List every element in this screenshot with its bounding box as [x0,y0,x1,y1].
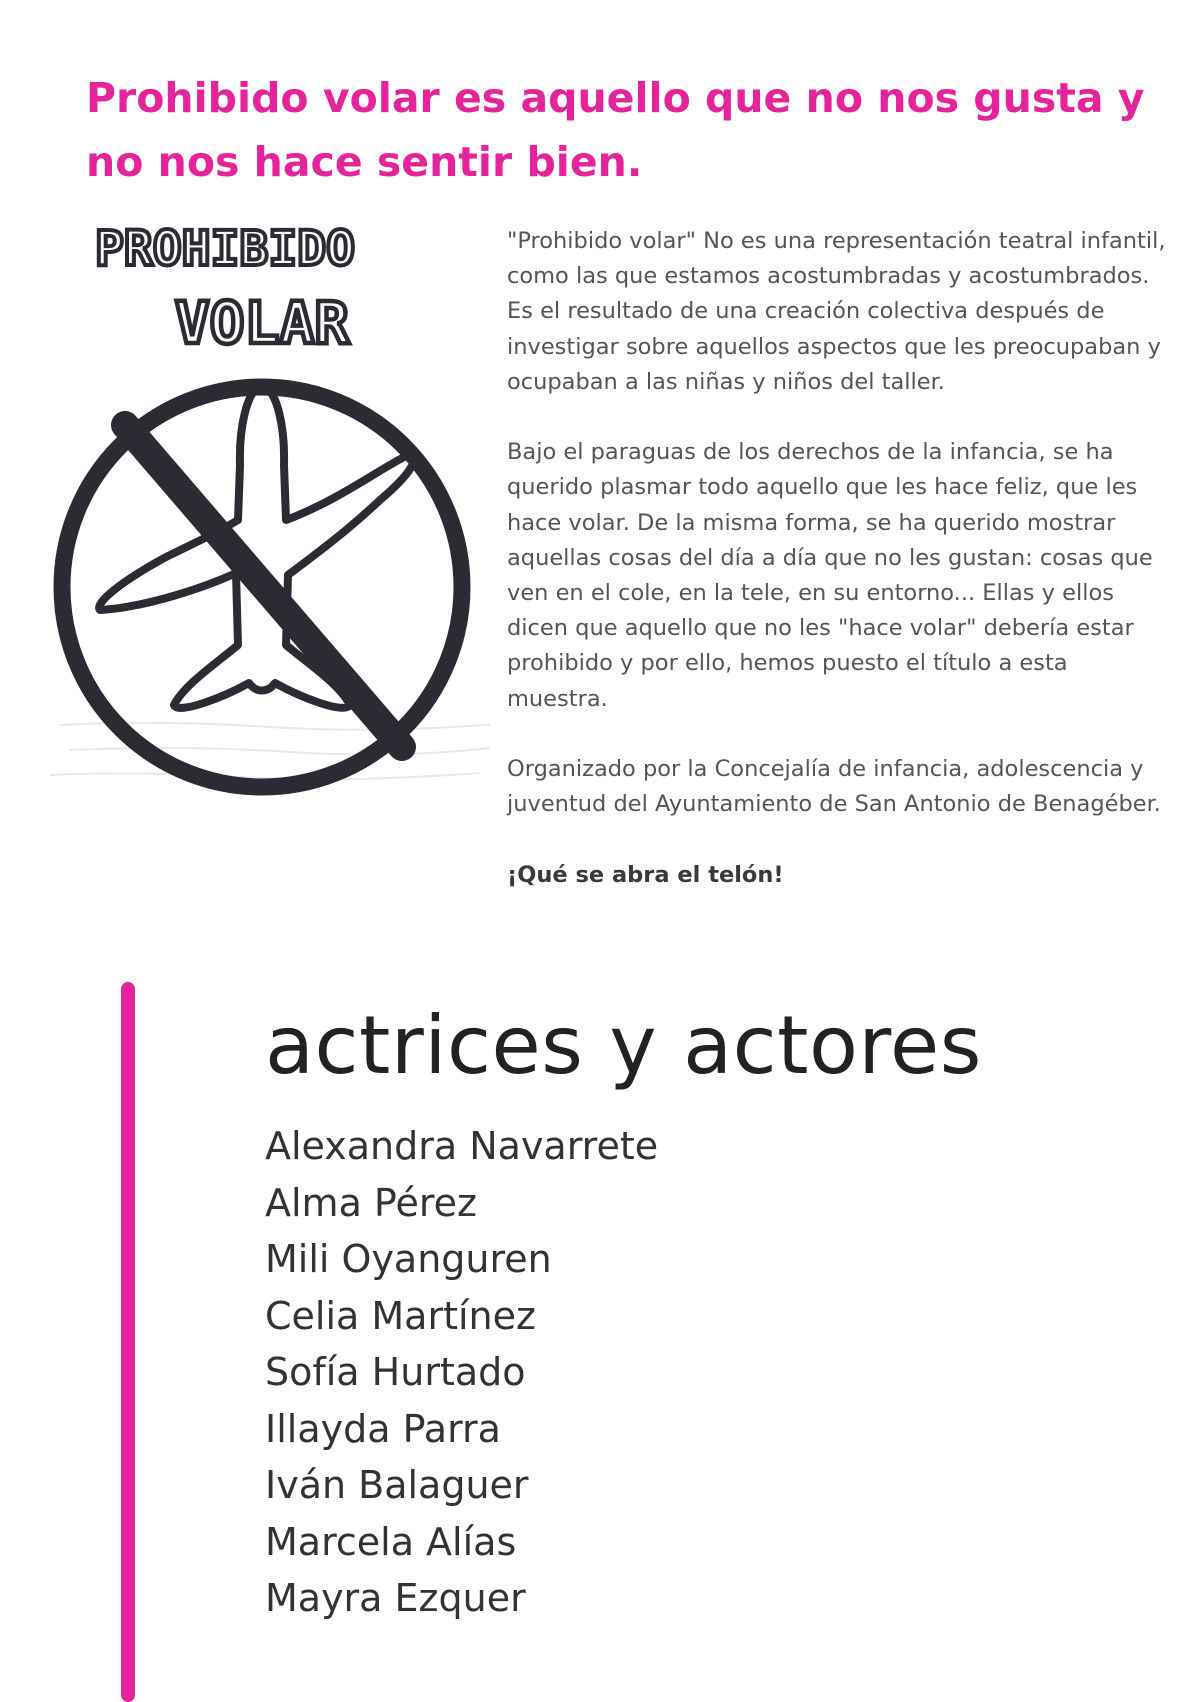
prohibition-slash [125,425,402,747]
cast-member: Mili Oyanguren [265,1237,552,1281]
cast-title: actrices y actores [265,999,982,1092]
intro-paragraph-3: Organizado por la Concejalía de infancia, adolescencia y juventud del Ayuntamiento de San Antonio de Benagéber. [507,756,1161,818]
cast-member: Iván Balaguer [265,1463,529,1507]
intro-paragraph-1: "Prohibido volar" No es una representación teatral infantil, como las que estamos acostumbradas y acostumbrados. Es el resultado de una creación colectiva después de investigar sobre aquellos aspectos que les preocupaban y ocupaban a las niñas y niños del taller. [507,228,1166,395]
intro-closing: ¡Qué se abra el telón! [507,861,784,888]
cast-member: Mayra Ezquer [265,1576,526,1620]
cast-member: Illayda Parra [265,1406,501,1451]
intro-paragraph-2: Bajo el paraguas de los derechos de la infancia, se ha querido plasmar todo aquello que les hace feliz, que les hace volar. De la misma forma, se ha querido mostrar aquellas cosas del día a día que no les gustan: cosas que ven en el cole, en la tele, en su entorno... Ellas y ellos dicen que aquello que no les "hace volar" debería estar prohibido y por ello, hemos puesto el título a esta muestra. [507,439,1153,712]
drawing-title-line2: VOLAR [174,289,350,357]
drawing-title-line1: PROHIBIDO [94,221,356,277]
cast-member: Alma Pérez [265,1180,477,1225]
cast-member: Alexandra Navarrete [265,1124,659,1168]
cast-member: Marcela Alías [265,1519,517,1564]
page-headline: Prohibido volar es aquello que no nos gusta y no nos hace sentir bien. [86,74,1145,186]
no-airplane-icon [40,215,490,855]
prohibido-volar-drawing [40,215,490,855]
cast-member: Sofía Hurtado [265,1350,526,1394]
cast-member: Celia Martínez [265,1293,536,1338]
intro-text [507,224,1167,893]
accent-bar [121,982,135,1702]
cast-list [265,1118,658,1627]
